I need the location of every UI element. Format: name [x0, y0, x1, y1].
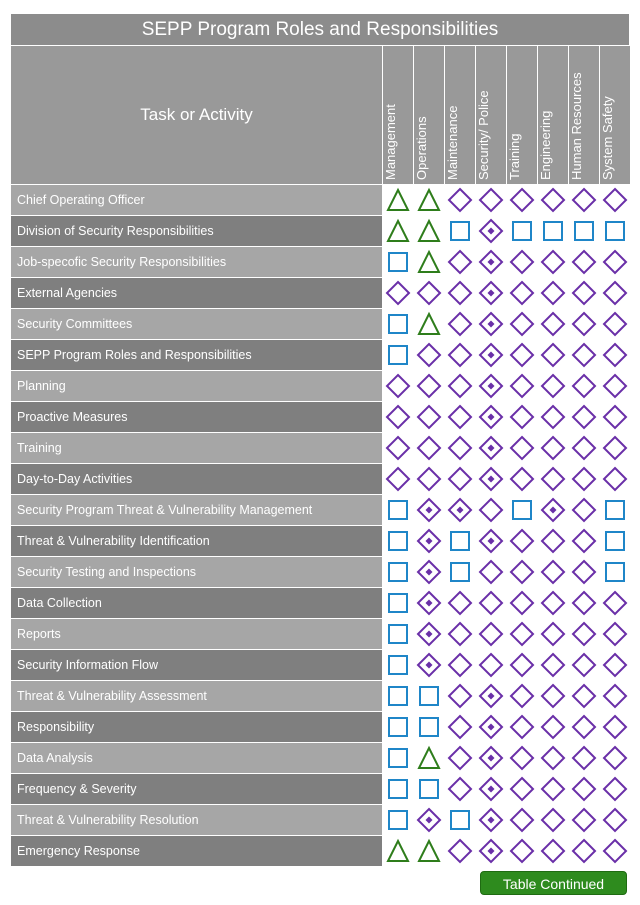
diamond-dot-icon — [476, 774, 506, 804]
square-icon — [445, 805, 475, 835]
square-icon — [383, 650, 413, 680]
row-label: Division of Security Responsibilities — [11, 216, 382, 246]
diamond-icon — [538, 371, 568, 401]
column-header-maintenance — [445, 46, 475, 184]
triangle-icon — [414, 247, 444, 277]
diamond-icon — [538, 433, 568, 463]
square-icon — [383, 619, 413, 649]
diamond-icon — [538, 712, 568, 742]
row-label: Security Committees — [11, 309, 382, 339]
diamond-icon — [507, 712, 537, 742]
diamond-icon — [569, 619, 599, 649]
diamond-icon — [445, 402, 475, 432]
diamond-icon — [445, 774, 475, 804]
square-icon — [414, 681, 444, 711]
diamond-dot-icon — [476, 278, 506, 308]
diamond-icon — [569, 495, 599, 525]
diamond-icon — [507, 278, 537, 308]
diamond-icon — [538, 278, 568, 308]
diamond-dot-icon — [538, 495, 568, 525]
diamond-icon — [507, 526, 537, 556]
diamond-dot-icon — [476, 743, 506, 773]
diamond-dot-icon — [476, 836, 506, 866]
diamond-icon — [600, 774, 630, 804]
diamond-icon — [507, 464, 537, 494]
diamond-icon — [538, 309, 568, 339]
diamond-icon — [538, 185, 568, 215]
diamond-icon — [538, 650, 568, 680]
row-label: Threat & Vulnerability Identification — [11, 526, 382, 556]
diamond-icon — [507, 743, 537, 773]
square-icon — [445, 216, 475, 246]
square-icon — [414, 774, 444, 804]
diamond-icon — [507, 557, 537, 587]
column-header-human-resources — [569, 46, 599, 184]
square-icon — [507, 216, 537, 246]
diamond-icon — [507, 247, 537, 277]
diamond-icon — [507, 402, 537, 432]
column-header-label: Human Resources — [569, 72, 584, 180]
diamond-icon — [445, 712, 475, 742]
row-label: Security Information Flow — [11, 650, 382, 680]
diamond-icon — [445, 185, 475, 215]
square-icon — [383, 526, 413, 556]
square-icon — [383, 309, 413, 339]
column-header-engineering — [538, 46, 568, 184]
square-icon — [445, 557, 475, 587]
diamond-icon — [538, 805, 568, 835]
diamond-icon — [569, 774, 599, 804]
diamond-icon — [507, 650, 537, 680]
diamond-icon — [538, 774, 568, 804]
diamond-dot-icon — [414, 588, 444, 618]
table-continued-button[interactable]: Table Continued — [480, 871, 627, 895]
diamond-icon — [600, 402, 630, 432]
diamond-icon — [538, 588, 568, 618]
diamond-icon — [538, 743, 568, 773]
diamond-icon — [600, 681, 630, 711]
diamond-icon — [414, 340, 444, 370]
diamond-dot-icon — [476, 309, 506, 339]
diamond-icon — [538, 681, 568, 711]
diamond-icon — [600, 309, 630, 339]
row-label: Responsibility — [11, 712, 382, 742]
diamond-icon — [569, 743, 599, 773]
diamond-icon — [600, 805, 630, 835]
task-column-header: Task or Activity — [11, 46, 382, 184]
diamond-icon — [445, 681, 475, 711]
diamond-icon — [600, 650, 630, 680]
diamond-icon — [476, 650, 506, 680]
diamond-icon — [569, 464, 599, 494]
diamond-icon — [600, 712, 630, 742]
diamond-icon — [569, 371, 599, 401]
diamond-icon — [600, 464, 630, 494]
diamond-icon — [414, 371, 444, 401]
diamond-icon — [569, 526, 599, 556]
diamond-dot-icon — [414, 526, 444, 556]
diamond-icon — [569, 712, 599, 742]
triangle-icon — [414, 836, 444, 866]
diamond-icon — [569, 681, 599, 711]
column-header-system-safety — [600, 46, 630, 184]
diamond-icon — [414, 433, 444, 463]
diamond-dot-icon — [414, 557, 444, 587]
row-label: Data Analysis — [11, 743, 382, 773]
column-header-management — [383, 46, 413, 184]
column-header-label: System Safety — [600, 96, 615, 180]
diamond-icon — [476, 557, 506, 587]
diamond-icon — [507, 774, 537, 804]
diamond-icon — [476, 588, 506, 618]
diamond-icon — [600, 836, 630, 866]
diamond-icon — [600, 433, 630, 463]
diamond-dot-icon — [414, 619, 444, 649]
square-icon — [383, 557, 413, 587]
diamond-icon — [538, 402, 568, 432]
diamond-icon — [538, 340, 568, 370]
square-icon — [383, 774, 413, 804]
diamond-icon — [507, 805, 537, 835]
diamond-icon — [445, 278, 475, 308]
row-label: Security Program Threat & Vulnerability Management — [11, 495, 382, 525]
diamond-icon — [414, 402, 444, 432]
triangle-icon — [383, 216, 413, 246]
diamond-icon — [507, 433, 537, 463]
row-label: Day-to-Day Activities — [11, 464, 382, 494]
triangle-icon — [414, 309, 444, 339]
square-icon — [538, 216, 568, 246]
square-icon — [600, 495, 630, 525]
diamond-icon — [569, 247, 599, 277]
square-icon — [569, 216, 599, 246]
diamond-icon — [383, 402, 413, 432]
diamond-icon — [538, 557, 568, 587]
diamond-icon — [476, 185, 506, 215]
diamond-icon — [600, 278, 630, 308]
square-icon — [507, 495, 537, 525]
diamond-icon — [569, 278, 599, 308]
column-header-security-police — [476, 46, 506, 184]
diamond-icon — [476, 619, 506, 649]
diamond-icon — [445, 588, 475, 618]
diamond-dot-icon — [414, 650, 444, 680]
square-icon — [383, 743, 413, 773]
triangle-icon — [414, 743, 444, 773]
row-label: Frequency & Severity — [11, 774, 382, 804]
row-label: Emergency Response — [11, 836, 382, 866]
square-icon — [600, 216, 630, 246]
diamond-icon — [569, 805, 599, 835]
triangle-icon — [414, 185, 444, 215]
diamond-icon — [569, 309, 599, 339]
diamond-icon — [507, 681, 537, 711]
diamond-icon — [445, 247, 475, 277]
diamond-icon — [600, 247, 630, 277]
diamond-icon — [569, 588, 599, 618]
column-header-label: Management — [383, 104, 398, 180]
diamond-icon — [445, 340, 475, 370]
diamond-icon — [569, 433, 599, 463]
diamond-dot-icon — [476, 681, 506, 711]
diamond-icon — [445, 650, 475, 680]
diamond-icon — [538, 526, 568, 556]
diamond-dot-icon — [476, 805, 506, 835]
diamond-icon — [507, 588, 537, 618]
row-label: SEPP Program Roles and Responsibilities — [11, 340, 382, 370]
row-label: Job-specofic Security Responsibilities — [11, 247, 382, 277]
row-label: Threat & Vulnerability Resolution — [11, 805, 382, 835]
column-header-label: Engineering — [538, 110, 553, 180]
square-icon — [383, 588, 413, 618]
diamond-icon — [476, 495, 506, 525]
diamond-icon — [538, 619, 568, 649]
diamond-icon — [600, 340, 630, 370]
diamond-icon — [600, 619, 630, 649]
diamond-icon — [538, 836, 568, 866]
diamond-icon — [569, 836, 599, 866]
diamond-dot-icon — [476, 371, 506, 401]
diamond-dot-icon — [476, 526, 506, 556]
diamond-dot-icon — [414, 495, 444, 525]
column-header-operations — [414, 46, 444, 184]
diamond-icon — [569, 650, 599, 680]
diamond-dot-icon — [476, 247, 506, 277]
column-header-training — [507, 46, 537, 184]
row-label: Threat & Vulnerability Assessment — [11, 681, 382, 711]
column-header-label: Security/ Police — [476, 90, 491, 180]
diamond-icon — [569, 402, 599, 432]
diamond-icon — [445, 619, 475, 649]
diamond-icon — [383, 278, 413, 308]
row-label: Data Collection — [11, 588, 382, 618]
diamond-dot-icon — [414, 805, 444, 835]
diamond-dot-icon — [476, 402, 506, 432]
row-label: Proactive Measures — [11, 402, 382, 432]
square-icon — [414, 712, 444, 742]
diamond-icon — [569, 557, 599, 587]
diamond-icon — [507, 371, 537, 401]
row-label: Security Testing and Inspections — [11, 557, 382, 587]
square-icon — [383, 247, 413, 277]
square-icon — [383, 495, 413, 525]
triangle-icon — [383, 836, 413, 866]
square-icon — [600, 557, 630, 587]
diamond-icon — [507, 309, 537, 339]
column-header-label: Maintenance — [445, 105, 460, 180]
diamond-icon — [445, 371, 475, 401]
chart-title: SEPP Program Roles and Responsibilities — [11, 14, 629, 45]
diamond-icon — [600, 588, 630, 618]
diamond-icon — [383, 433, 413, 463]
column-header-label: Training — [507, 133, 522, 180]
square-icon — [383, 681, 413, 711]
diamond-icon — [538, 247, 568, 277]
diamond-icon — [445, 464, 475, 494]
row-label: Chief Operating Officer — [11, 185, 382, 215]
diamond-dot-icon — [476, 340, 506, 370]
diamond-dot-icon — [476, 433, 506, 463]
triangle-icon — [383, 185, 413, 215]
diamond-icon — [383, 464, 413, 494]
diamond-icon — [507, 185, 537, 215]
square-icon — [383, 712, 413, 742]
row-label: Planning — [11, 371, 382, 401]
diamond-dot-icon — [445, 495, 475, 525]
diamond-icon — [600, 743, 630, 773]
diamond-icon — [538, 464, 568, 494]
square-icon — [383, 340, 413, 370]
square-icon — [445, 526, 475, 556]
row-label: Reports — [11, 619, 382, 649]
row-label: Training — [11, 433, 382, 463]
diamond-icon — [383, 371, 413, 401]
diamond-icon — [507, 619, 537, 649]
diamond-dot-icon — [476, 464, 506, 494]
diamond-icon — [445, 433, 475, 463]
diamond-icon — [600, 371, 630, 401]
square-icon — [600, 526, 630, 556]
diamond-icon — [569, 185, 599, 215]
diamond-icon — [414, 464, 444, 494]
column-header-label: Operations — [414, 116, 429, 180]
diamond-dot-icon — [476, 216, 506, 246]
diamond-icon — [445, 309, 475, 339]
diamond-icon — [569, 340, 599, 370]
diamond-icon — [507, 836, 537, 866]
diamond-icon — [507, 340, 537, 370]
diamond-icon — [600, 185, 630, 215]
diamond-icon — [445, 743, 475, 773]
diamond-dot-icon — [476, 712, 506, 742]
diamond-icon — [445, 836, 475, 866]
square-icon — [383, 805, 413, 835]
row-label: External Agencies — [11, 278, 382, 308]
triangle-icon — [414, 216, 444, 246]
diamond-icon — [414, 278, 444, 308]
